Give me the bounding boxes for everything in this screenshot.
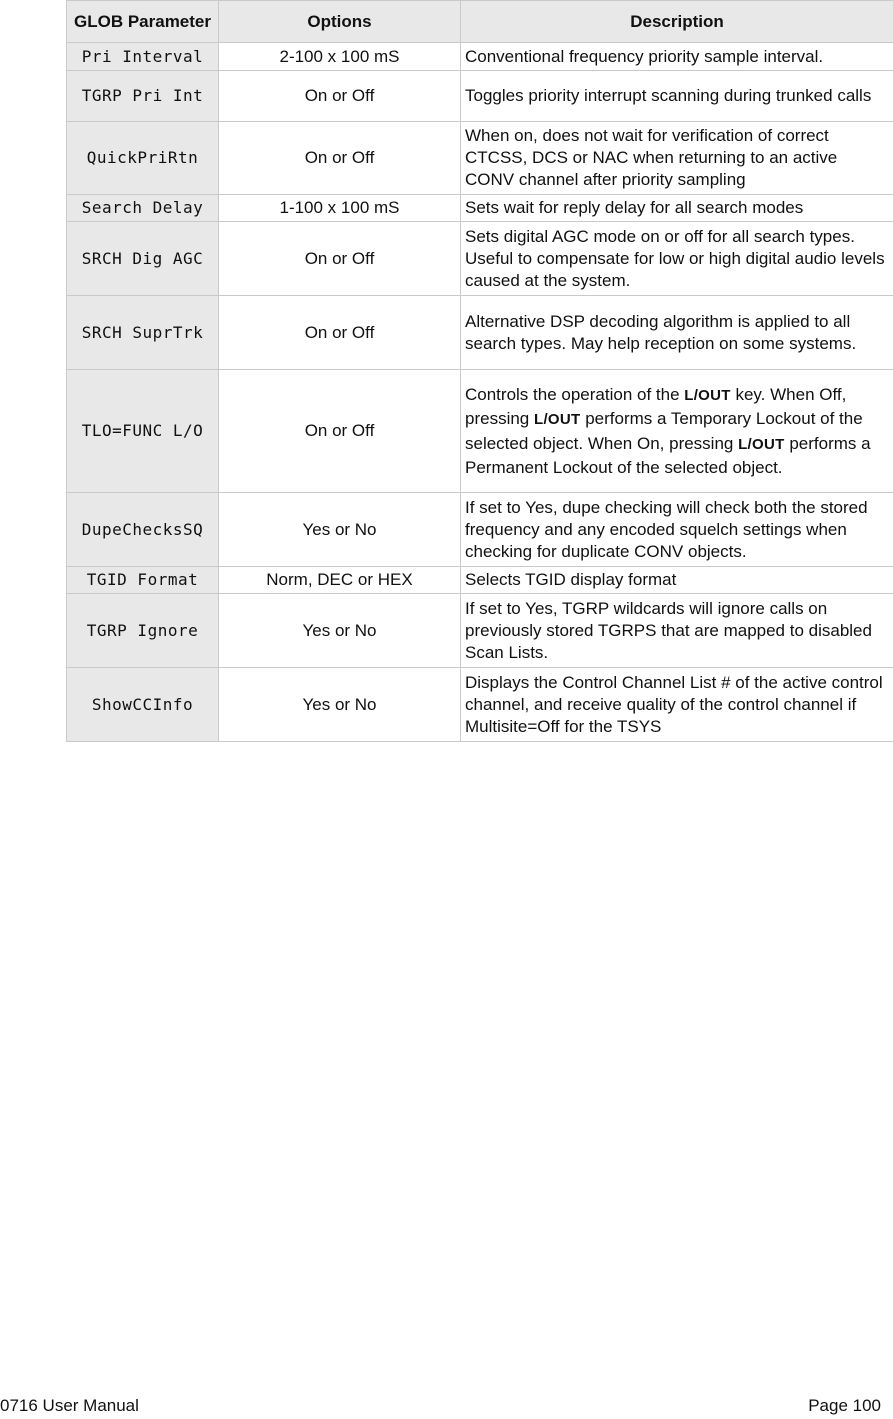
description-cell: Conventional frequency priority sample interval. bbox=[461, 43, 893, 71]
description-cell: Sets digital AGC mode on or off for all search types. Useful to compensate for low or high digital audio levels caused at the system. bbox=[461, 222, 893, 296]
param-cell: Search Delay bbox=[67, 195, 219, 222]
desc-text: performs a Temporary Lockout of the selected object. When On, pressing bbox=[465, 409, 863, 453]
param-cell: TGID Format bbox=[67, 567, 219, 594]
options-cell: Yes or No bbox=[219, 493, 461, 567]
description-cell: Selects TGID display format bbox=[461, 567, 893, 594]
lout-key-label: L/OUT bbox=[738, 435, 785, 453]
table-row bbox=[67, 493, 893, 567]
options-cell: 1-100 x 100 mS bbox=[219, 195, 461, 222]
table-row bbox=[67, 43, 893, 71]
header-parameter: GLOB Parameter bbox=[67, 1, 219, 43]
table-row bbox=[67, 222, 893, 296]
table-row bbox=[67, 296, 893, 370]
param-cell: TLO=FUNC L/O bbox=[67, 370, 219, 493]
param-cell: Pri Interval bbox=[67, 43, 219, 71]
description-cell: If set to Yes, TGRP wildcards will ignore calls on previously stored TGRPS that are mapped to disabled Scan Lists. bbox=[461, 594, 893, 668]
options-cell: Yes or No bbox=[219, 594, 461, 668]
table-row bbox=[67, 71, 893, 122]
options-cell: On or Off bbox=[219, 71, 461, 122]
header-description: Description bbox=[461, 1, 893, 43]
options-cell: On or Off bbox=[219, 370, 461, 493]
table-row bbox=[67, 370, 893, 493]
description-cell bbox=[461, 370, 893, 493]
param-cell: TGRP Pri Int bbox=[67, 71, 219, 122]
desc-text: performs a Permanent Lockout of the selected object. bbox=[465, 433, 871, 477]
lout-key-label: L/OUT bbox=[684, 386, 731, 404]
options-cell: 2-100 x 100 mS bbox=[219, 43, 461, 71]
table-row bbox=[67, 567, 893, 594]
description-cell: Sets wait for reply delay for all search modes bbox=[461, 195, 893, 222]
param-cell: SRCH SuprTrk bbox=[67, 296, 219, 370]
desc-text: Controls the operation of the bbox=[465, 384, 685, 404]
options-cell: On or Off bbox=[219, 122, 461, 195]
description-cell: Displays the Control Channel List # of the active control channel, and receive quality of the control channel if Multisite=Off for the TSYS bbox=[461, 668, 893, 742]
param-cell: ShowCCInfo bbox=[67, 668, 219, 742]
glob-parameter-table bbox=[66, 0, 893, 742]
header-options: Options bbox=[219, 1, 461, 43]
lout-key-label: L/OUT bbox=[533, 411, 581, 428]
table-row bbox=[67, 668, 893, 742]
description-cell: Alternative DSP decoding algorithm is applied to all search types. May help reception on some systems. bbox=[461, 296, 893, 370]
desc-text: key. When Off, pressing bbox=[465, 384, 847, 428]
param-cell: DupeChecksSQ bbox=[67, 493, 219, 567]
footer-manual-title: 0716 User Manual bbox=[0, 1396, 139, 1415]
footer-page-number: Page 100 bbox=[808, 1396, 881, 1415]
description-cell: If set to Yes, dupe checking will check both the stored frequency and any encoded squelch settings when checking for duplicate CONV objects. bbox=[461, 493, 893, 567]
param-cell: SRCH Dig AGC bbox=[67, 222, 219, 296]
table-row bbox=[67, 195, 893, 222]
table-row bbox=[67, 594, 893, 668]
description-cell: Toggles priority interrupt scanning during trunked calls bbox=[461, 71, 893, 122]
table-header-row bbox=[67, 1, 893, 43]
options-cell: On or Off bbox=[219, 296, 461, 370]
param-cell: TGRP Ignore bbox=[67, 594, 219, 668]
description-cell: When on, does not wait for verification of correct CTCSS, DCS or NAC when returning to an active CONV channel after priority sampling bbox=[461, 122, 893, 195]
options-cell: On or Off bbox=[219, 222, 461, 296]
options-cell: Yes or No bbox=[219, 668, 461, 742]
table-row bbox=[67, 122, 893, 195]
options-cell: Norm, DEC or HEX bbox=[219, 567, 461, 594]
param-cell: QuickPriRtn bbox=[67, 122, 219, 195]
